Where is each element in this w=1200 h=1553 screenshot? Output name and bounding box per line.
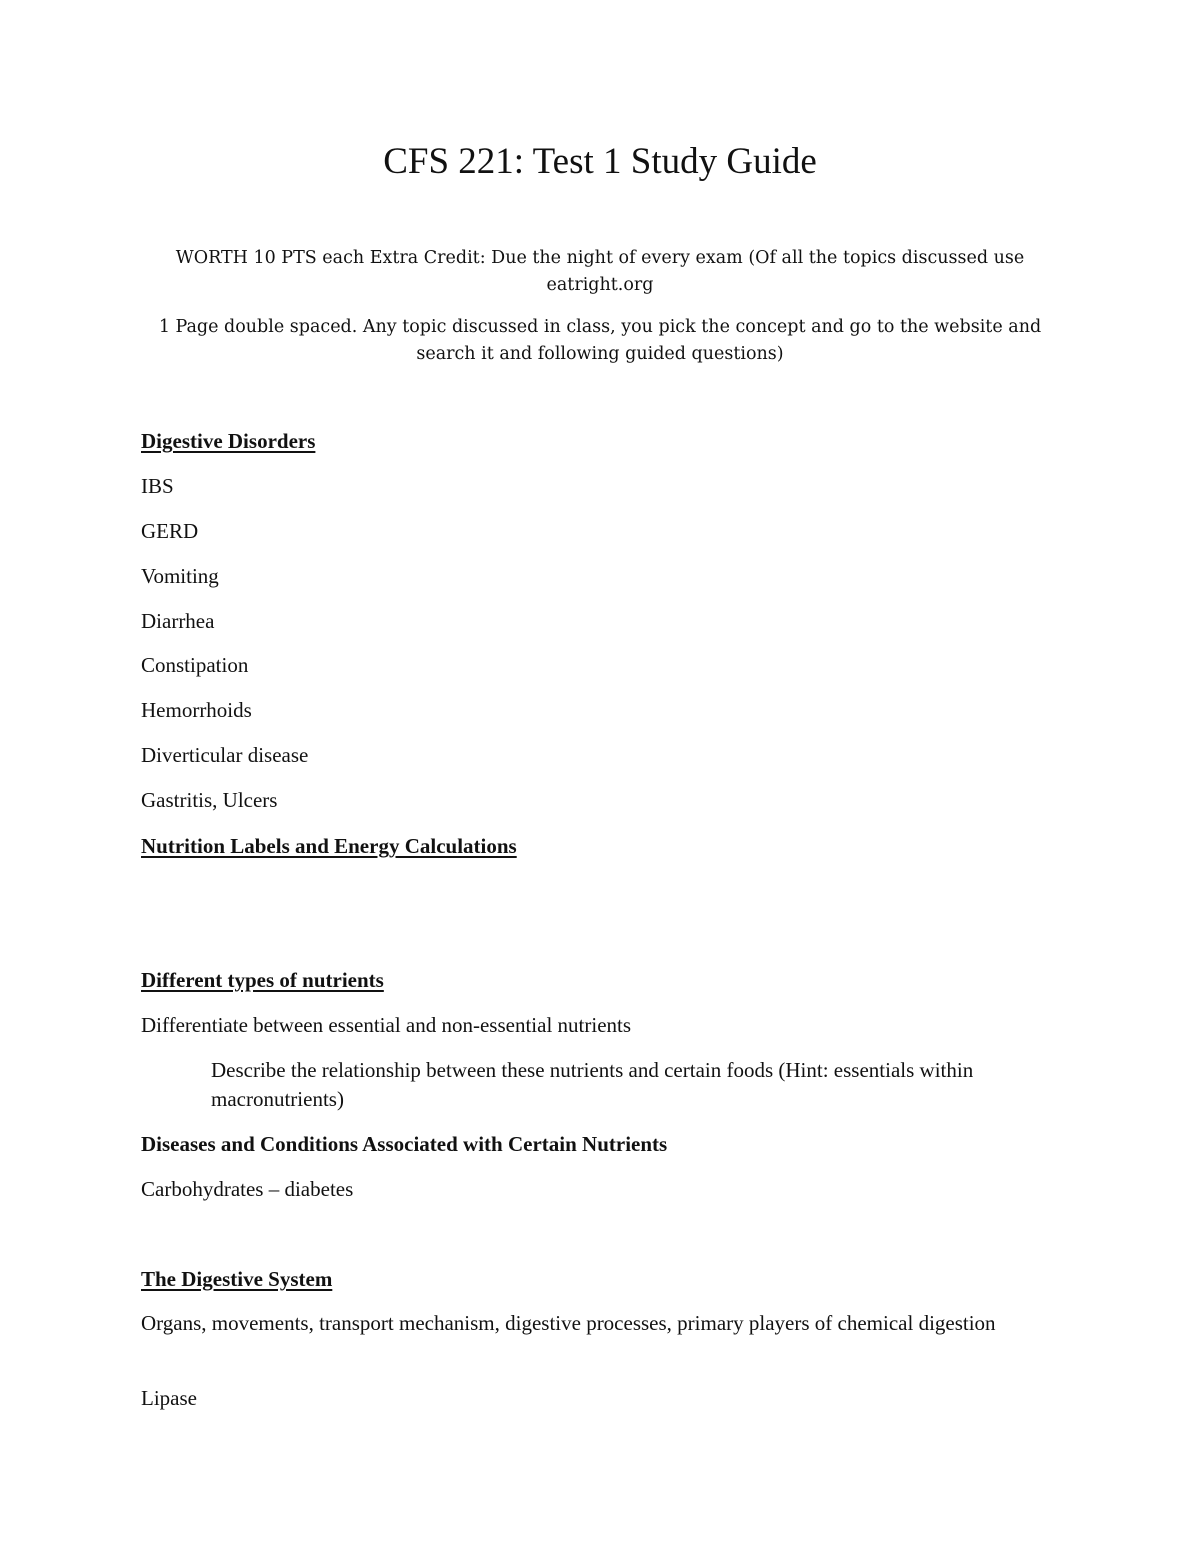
section-heading-digestive-disorders: Digestive Disorders	[141, 429, 316, 453]
list-item-carbohydrates-diabetes: Carbohydrates – diabetes	[141, 1177, 354, 1201]
intro-paragraph-2: 1 Page double spaced. Any topic discussed in class, you pick the concept and go to the website and search it and following guided questions)	[158, 317, 1042, 364]
document-title: CFS 221: Test 1 Study Guide	[383, 141, 817, 182]
list-item-diverticular-disease: Diverticular disease	[141, 743, 309, 767]
section-heading-nutrient-types: Different types of nutrients	[141, 968, 384, 992]
section-heading-nutrition-labels: Nutrition Labels and Energy Calculations	[141, 834, 517, 858]
list-item-gerd: GERD	[141, 519, 199, 543]
list-item-ibs: IBS	[141, 474, 174, 498]
section-heading-digestive-system: The Digestive System	[141, 1267, 333, 1291]
intro-paragraph-1: WORTH 10 PTS each Extra Credit: Due the night of every exam (Of all the topics discussed use eatright.org	[175, 248, 1025, 295]
list-item-constipation: Constipation	[141, 653, 249, 677]
section-heading-diseases-conditions: Diseases and Conditions Associated with Certain Nutrients	[141, 1132, 668, 1156]
list-item-hemorrhoids: Hemorrhoids	[141, 698, 252, 722]
list-item-vomiting: Vomiting	[141, 564, 219, 588]
sub-item-nutrient-food-relationship: Describe the relationship between these nutrients and certain foods (Hint: essentials within macronutrients)	[211, 1058, 974, 1111]
list-item-digestive-organs: Organs, movements, transport mechanism, digestive processes, primary players of chemical digestion	[141, 1311, 996, 1335]
list-item-lipase: Lipase	[141, 1386, 197, 1410]
list-item-essential-nutrients: Differentiate between essential and non-essential nutrients	[141, 1013, 632, 1037]
list-item-gastritis-ulcers: Gastritis, Ulcers	[141, 788, 278, 812]
list-item-diarrhea: Diarrhea	[141, 609, 215, 633]
